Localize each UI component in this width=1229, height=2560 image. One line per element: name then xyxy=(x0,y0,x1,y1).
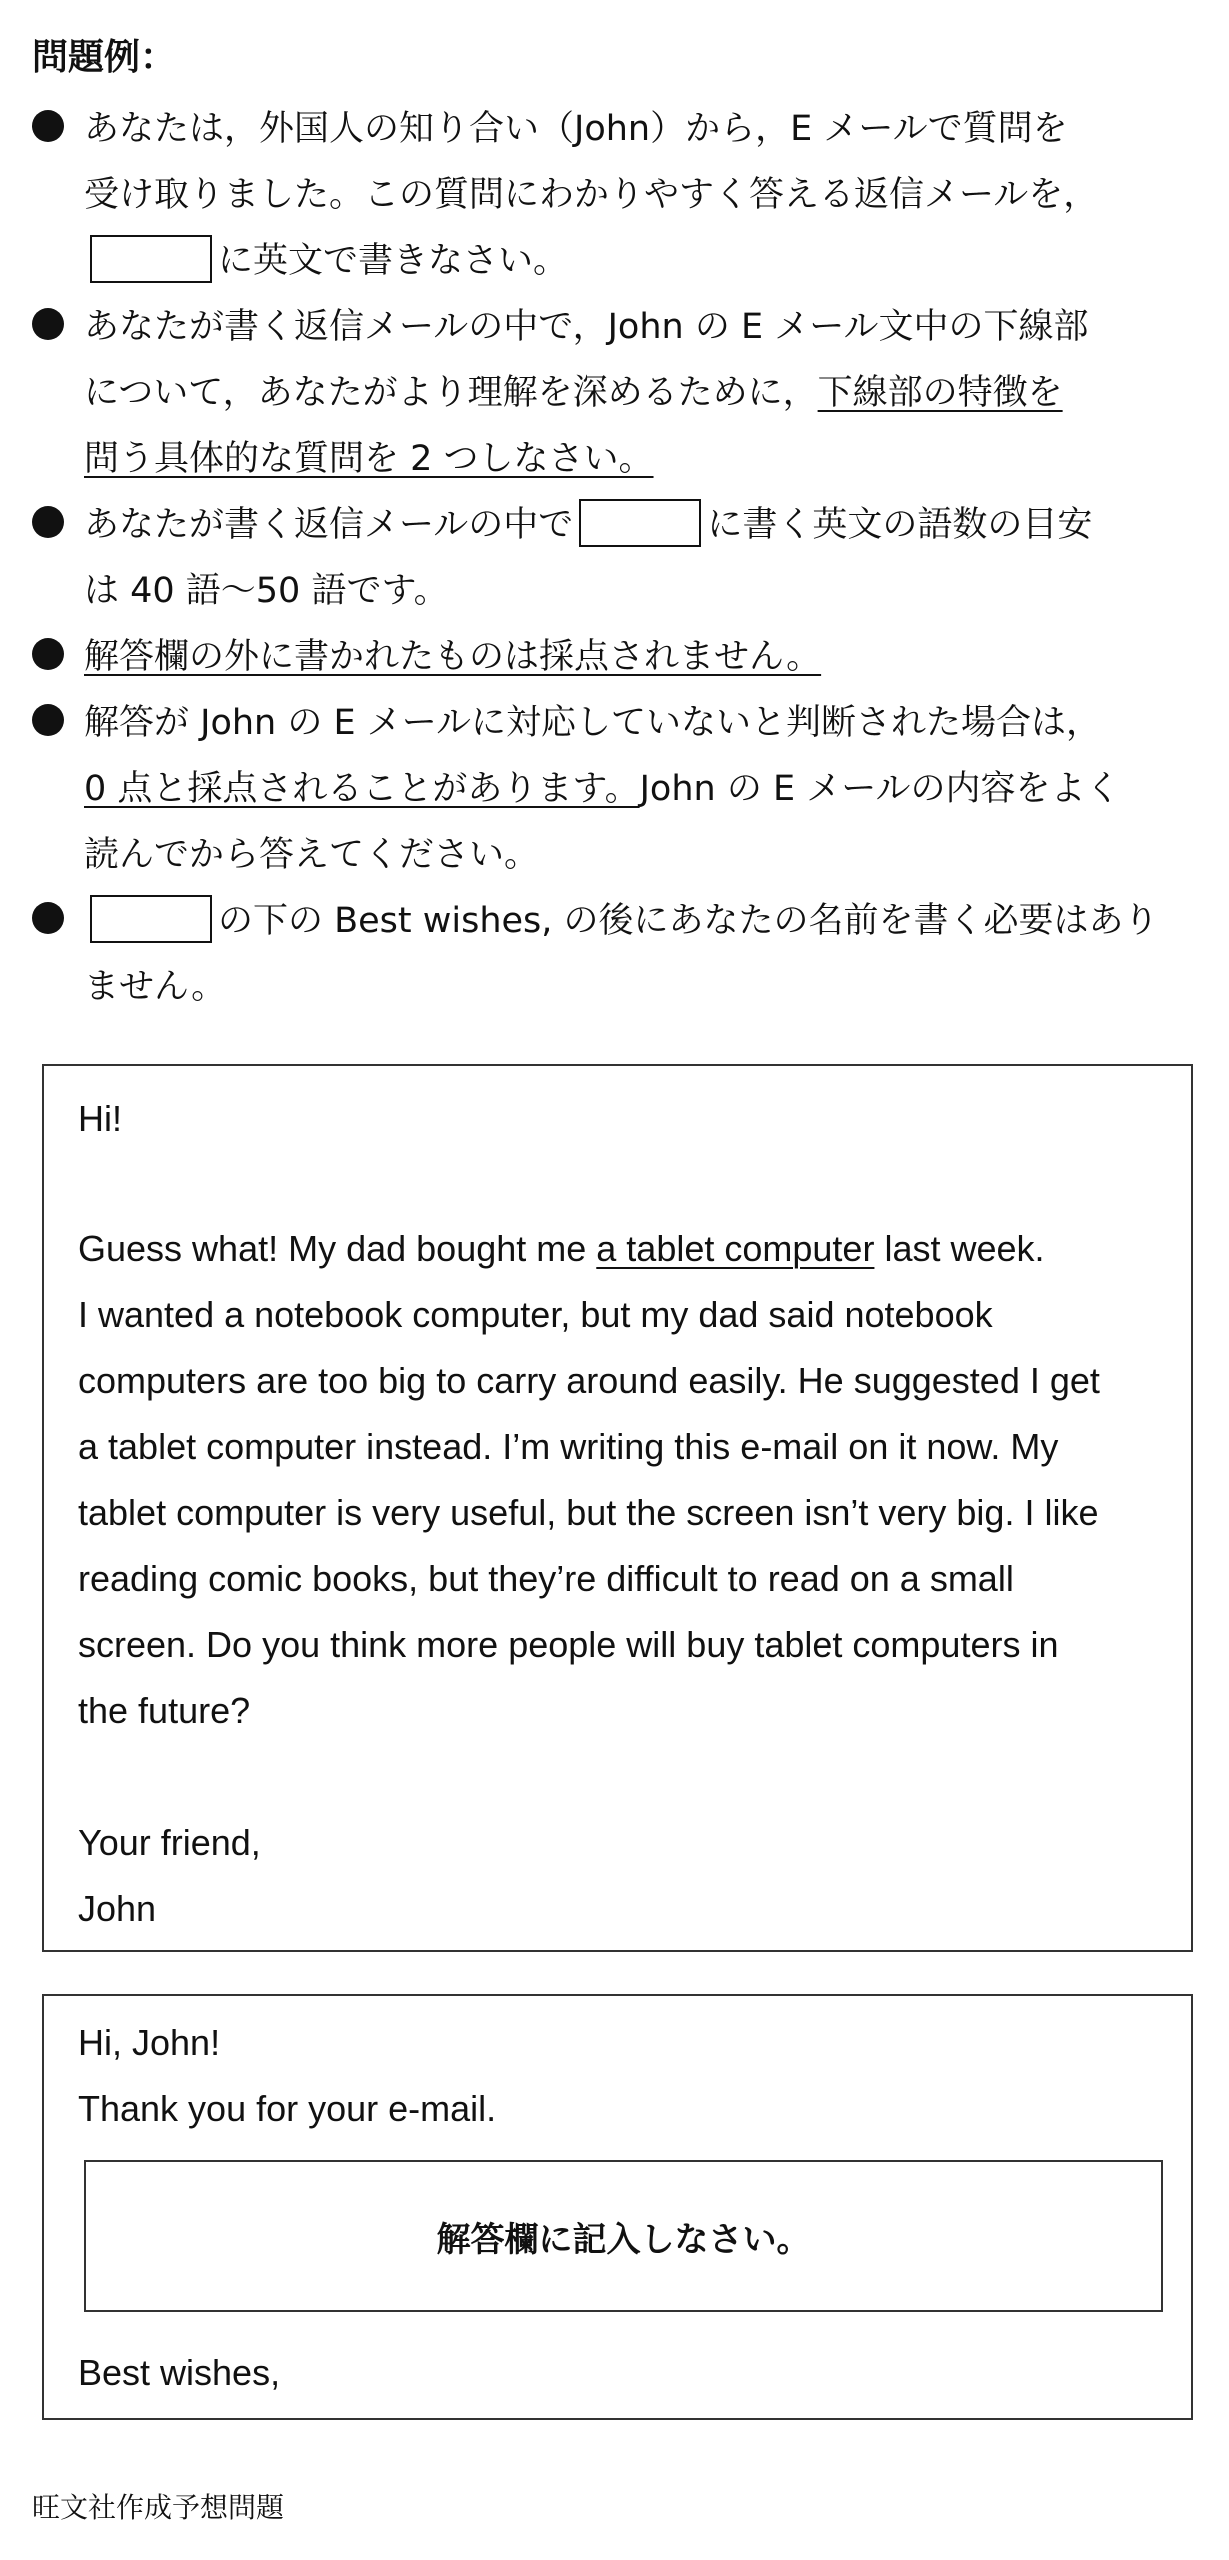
instruction-item xyxy=(32,888,1202,1020)
answer-prompt: 解答欄に記入しなさい。 xyxy=(436,2219,811,2260)
email-text: last week. xyxy=(874,1228,1045,1269)
email-closing: Your friend, xyxy=(78,1822,261,1863)
instruction-text: 受け取りました。この質問にわかりやすく答える返信メールを， xyxy=(84,175,1099,215)
bullet-icon xyxy=(32,638,64,670)
email-line xyxy=(78,1216,1045,1282)
reply-line: Thank you for your e-mail. xyxy=(78,2088,497,2129)
instruction-item xyxy=(32,294,1202,492)
bullet-icon xyxy=(32,902,64,934)
email-line: computers are too big to carry around easily. He suggested I get xyxy=(78,1360,1100,1401)
reply-closing: Best wishes, xyxy=(78,2352,281,2393)
answer-box-reference xyxy=(90,235,212,283)
email-line: a tablet computer instead. I’m writing this e-mail on it now. My xyxy=(78,1426,1059,1467)
instruction-text: に書く英文の語数の目安 xyxy=(707,505,1093,545)
instruction-item xyxy=(32,690,1202,888)
email-line: reading comic books, but they’re difficult to read on a small xyxy=(78,1558,1014,1599)
instruction-text: あなたは，外国人の知り合い（John）から，E メールで質問を xyxy=(84,109,1068,149)
instruction-item xyxy=(32,96,1202,294)
underlined-text: 0 点と採点されることがあります。 xyxy=(84,769,640,809)
underlined-text: 解答欄の外に書かれたものは採点されません。 xyxy=(84,637,822,677)
bullet-icon xyxy=(32,308,64,340)
instruction-text: ません。 xyxy=(84,967,227,1007)
email-line: the future? xyxy=(78,1690,251,1731)
instruction-text: John の E メールの内容をよく xyxy=(639,769,1121,809)
bullet-icon xyxy=(32,110,64,142)
instruction-item xyxy=(32,624,1202,690)
email-line: tablet computer is very useful, but the screen isn’t very big. I like xyxy=(78,1492,1099,1533)
underlined-text: 問う具体的な質問を 2 つしなさい。 xyxy=(84,439,654,479)
instruction-text: 解答が John の E メールに対応していないと判断された場合は， xyxy=(84,703,1102,743)
instruction-text: 読んでから答えてください。 xyxy=(84,835,540,875)
reply-greeting: Hi, John! xyxy=(78,2022,221,2063)
instruction-text: について，あなたがより理解を深めるために， xyxy=(84,373,818,413)
instruction-text: に英文で書きなさい。 xyxy=(218,241,569,281)
instruction-item xyxy=(32,492,1202,624)
instruction-text: の下の Best wishes, の後にあなたの名前を書く必要はあり xyxy=(218,901,1159,941)
email-text: Guess what! My dad bought me xyxy=(78,1228,597,1269)
reply-email xyxy=(42,1994,1193,2420)
page-heading: 問題例： xyxy=(32,37,177,78)
answer-box-reference xyxy=(579,499,701,547)
answer-box-reference xyxy=(90,895,212,943)
email-signature: John xyxy=(78,1888,157,1929)
bullet-icon xyxy=(32,506,64,538)
email-line: I wanted a notebook computer, but my dad said notebook xyxy=(78,1294,993,1335)
instruction-text: あなたが書く返信メールの中で xyxy=(84,505,574,545)
instruction-text: あなたが書く返信メールの中で，John の E メール文中の下線部 xyxy=(84,307,1089,347)
underlined-text: 下線部の特徴を xyxy=(817,373,1063,413)
source-note: 旺文社作成予想問題 xyxy=(32,2491,285,2524)
email-line: screen. Do you think more people will buy tablet computers in xyxy=(78,1624,1059,1665)
instruction-text: は 40 語～50 語です。 xyxy=(84,571,449,611)
underlined-phrase: a tablet computer xyxy=(596,1228,875,1269)
john-email xyxy=(42,1064,1193,1952)
answer-box[interactable] xyxy=(84,2160,1163,2312)
email-greeting: Hi! xyxy=(78,1098,122,1139)
bullet-icon xyxy=(32,704,64,736)
instructions-list xyxy=(32,96,1202,1020)
